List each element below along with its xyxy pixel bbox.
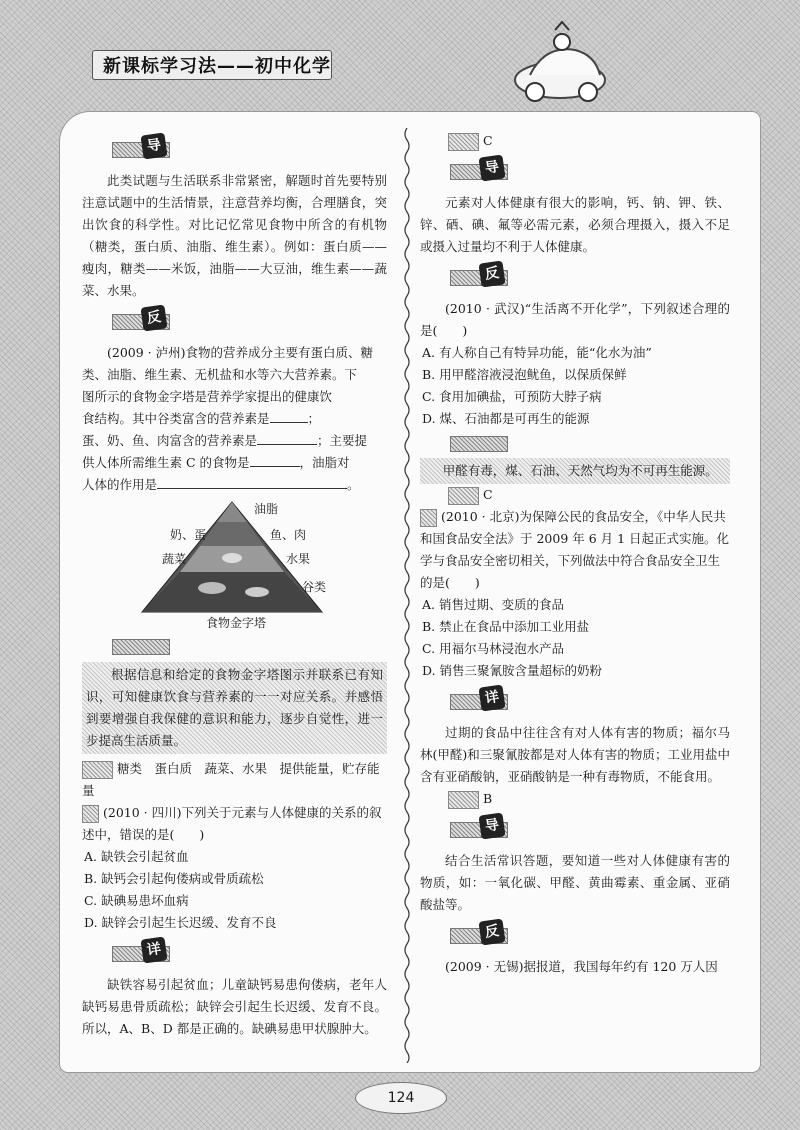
- answer-blank: [257, 444, 317, 445]
- section-tag-guide: [420, 154, 730, 190]
- pyramid-caption: 食物金字塔: [206, 616, 267, 630]
- example-label-box: [82, 805, 99, 823]
- right-column: [420, 130, 730, 978]
- left-column: [82, 130, 387, 1040]
- answer-label-box: [448, 487, 479, 505]
- tag-badge: 详: [478, 684, 505, 711]
- q1-text: 蛋、奶、鱼、肉富含的营养素是: [82, 433, 258, 448]
- tag-bar: [450, 436, 508, 452]
- answer-text: 糖类 蛋白质 蔬菜、水果 提供能量，贮存能量: [82, 761, 380, 798]
- q1-line: [82, 452, 387, 474]
- question-1: [82, 342, 387, 496]
- answer-line: [420, 130, 730, 152]
- food-pyramid-figure: [82, 500, 382, 630]
- q4-option: A. 销售过期、变质的食品: [422, 597, 564, 612]
- pyramid-label-row3-left: 蔬菜: [162, 552, 187, 566]
- detail-paragraph: 缺铁容易引起贫血；儿童缺钙易患佝偻病，老年人缺钙易患骨质疏松；缺锌会引起生长迟缓、发育不良。所以，A、B、D 都是正确的。缺碘易患甲状腺肿大。: [82, 977, 387, 1036]
- q1-tail: 。: [347, 477, 360, 492]
- q1-tail: ；: [307, 411, 321, 426]
- tag-badge: 导: [478, 812, 505, 839]
- q1-text: 食结构。其中谷类富含的营养素是: [82, 411, 270, 426]
- analysis-note: 根据信息和给定的食物金字塔图示并联系已有知识，可知健康饮食与营养素的一一对应关系。并感悟到要增强自我保健的意识和能力，逐步自觉性，进一步提高生活质量。: [82, 662, 387, 754]
- answer-text: B: [482, 791, 493, 806]
- section-tag-practice: [420, 260, 730, 296]
- tag-badge: 反: [478, 918, 505, 945]
- section-tag-detail: [82, 936, 387, 972]
- q1-line: 图所示的食物金字塔是营养学家提出的健康饮: [82, 389, 333, 404]
- q1-tail: ，油脂对: [299, 455, 350, 470]
- q3-option: A. 有人称自己有特异功能，能“化水为油”: [422, 345, 652, 360]
- q4-stem-text: (2010 · 北京)为保障公民的食品安全，《中华人民共和国食品安全法》于 2009 年 6 月 1 日起正式实施。化学与食品安全密切相关，下列做法中符合食品安全卫生的是( ): [420, 509, 730, 590]
- pyramid-graphic: [82, 500, 382, 630]
- tag-badge: 反: [478, 260, 505, 287]
- q2-option: A. 缺铁会引起贫血: [84, 849, 189, 864]
- q1-line: [82, 408, 387, 430]
- q2-stem-text: (2010 · 四川)下列关于元素与人体健康的关系的叙述中，错误的是( ): [82, 805, 382, 842]
- answer-blank: [270, 422, 308, 423]
- answer-blank: [250, 466, 300, 467]
- question-2-stem: [82, 802, 387, 846]
- q4-option: C. 用福尔马林浸泡水产品: [422, 641, 565, 656]
- question-4-stem: [420, 506, 730, 594]
- question-5-stem: (2009 · 无锡)据报道，我国每年约有 120 万人因: [445, 959, 718, 974]
- guide-paragraph: 元素对人体健康有很大的影响，钙、钠、钾、铁、锌、硒、碘、氟等必需元素，必须合理摄入，摄入不足或摄入过量均不利于人体健康。: [420, 195, 730, 254]
- q1-line: 类、油脂、维生素、无机盐和水等六大营养素。下: [82, 367, 358, 382]
- header-banner: [92, 50, 332, 80]
- answer-text: C: [482, 133, 493, 148]
- example-label-box: [420, 509, 437, 527]
- q2-option: D. 缺锌会引起生长迟缓、发育不良: [84, 915, 277, 930]
- pyramid-label-row2-right: 鱼、肉: [270, 528, 307, 542]
- answer-line: [420, 788, 730, 810]
- q1-line: [82, 474, 387, 496]
- section-tag-guide: [420, 812, 730, 848]
- mascot-car-illustration: [500, 20, 620, 110]
- q1-text: 供人体所需维生素 C 的食物是: [82, 455, 250, 470]
- page-number: 124: [355, 1082, 447, 1114]
- section-tag-analysis: [82, 634, 387, 660]
- q3-option: C. 食用加碘盐，可预防大脖子病: [422, 389, 602, 404]
- answer-line: [82, 758, 387, 802]
- pyramid-label-row3-right: 水果: [286, 552, 311, 566]
- analysis-note: 甲醛有毒，煤、石油、天然气均为不可再生能源。: [420, 458, 730, 484]
- q3-option: B. 用甲醛溶液浸泡鱿鱼，以保质保鲜: [422, 367, 627, 382]
- q2-option: B. 缺钙会引起佝偻病或骨质疏松: [84, 871, 264, 886]
- q4-option: B. 禁止在食品中添加工业用盐: [422, 619, 590, 634]
- section-tag-practice: [420, 918, 730, 954]
- tag-badge: 详: [140, 936, 167, 963]
- header-title: 新课标学习法——初中化学: [103, 56, 331, 77]
- answer-blank: [157, 488, 347, 489]
- q2-option: C. 缺碘易患坏血病: [84, 893, 189, 908]
- section-tag-detail: [420, 684, 730, 720]
- tag-badge: 反: [140, 304, 167, 331]
- section-tag-practice: [82, 304, 387, 340]
- q1-text: 人体的作用是: [82, 477, 158, 492]
- guide-paragraph: 此类试题与生活联系非常紧密，解题时首先要特别注意试题中的生活情景，注意营养均衡，合理膳食，突出饮食的科学性。对比记忆常见食物中所含的有机物（糖类，蛋白质、油脂、维生素）。例如：蛋白质——瘦肉，糖类——米饭，油脂——大豆油，维生素——蔬菜、水果。: [82, 173, 387, 298]
- q4-option: D. 销售三聚氰胺含量超标的奶粉: [422, 663, 603, 678]
- pyramid-label-row2-left: 奶、蛋: [170, 528, 207, 542]
- answer-label-box: [448, 791, 479, 809]
- tag-badge: 导: [478, 154, 505, 181]
- tag-badge: 导: [140, 132, 167, 159]
- answer-label-box: [82, 761, 113, 779]
- pyramid-label-top: 油脂: [254, 502, 279, 516]
- answer-label-box: [448, 133, 479, 151]
- column-divider: [403, 128, 411, 1063]
- q1-line: (2009 · 泸州)食物的营养成分主要有蛋白质、糖: [107, 345, 373, 360]
- answer-text: C: [482, 487, 493, 502]
- section-tag-guide: [82, 132, 387, 168]
- section-tag-analysis: [420, 432, 730, 456]
- question-3-stem: (2010 · 武汉)“生活离不开化学”，下列叙述合理的是( ): [420, 301, 730, 338]
- pyramid-label-base: 谷类: [302, 580, 327, 594]
- detail-paragraph: 过期的食品中往往含有对人体有害的物质；福尔马林(甲醛)和三聚氰胺都是对人体有害的物质；工业用盐中含有亚硝酸钠，亚硝酸钠是一种有毒物质，不能食用。: [420, 725, 730, 784]
- q1-tail: ；主要提: [317, 433, 368, 448]
- guide-paragraph: 结合生活常识答题，要知道一些对人体健康有害的物质，如：一氧化碳、甲醛、黄曲霉素、重金属、亚硝酸盐等。: [420, 853, 730, 912]
- tag-bar: [112, 639, 170, 655]
- q3-option: D. 煤、石油都是可再生的能源: [422, 411, 590, 426]
- q1-line: [82, 430, 387, 452]
- answer-line: [420, 484, 730, 506]
